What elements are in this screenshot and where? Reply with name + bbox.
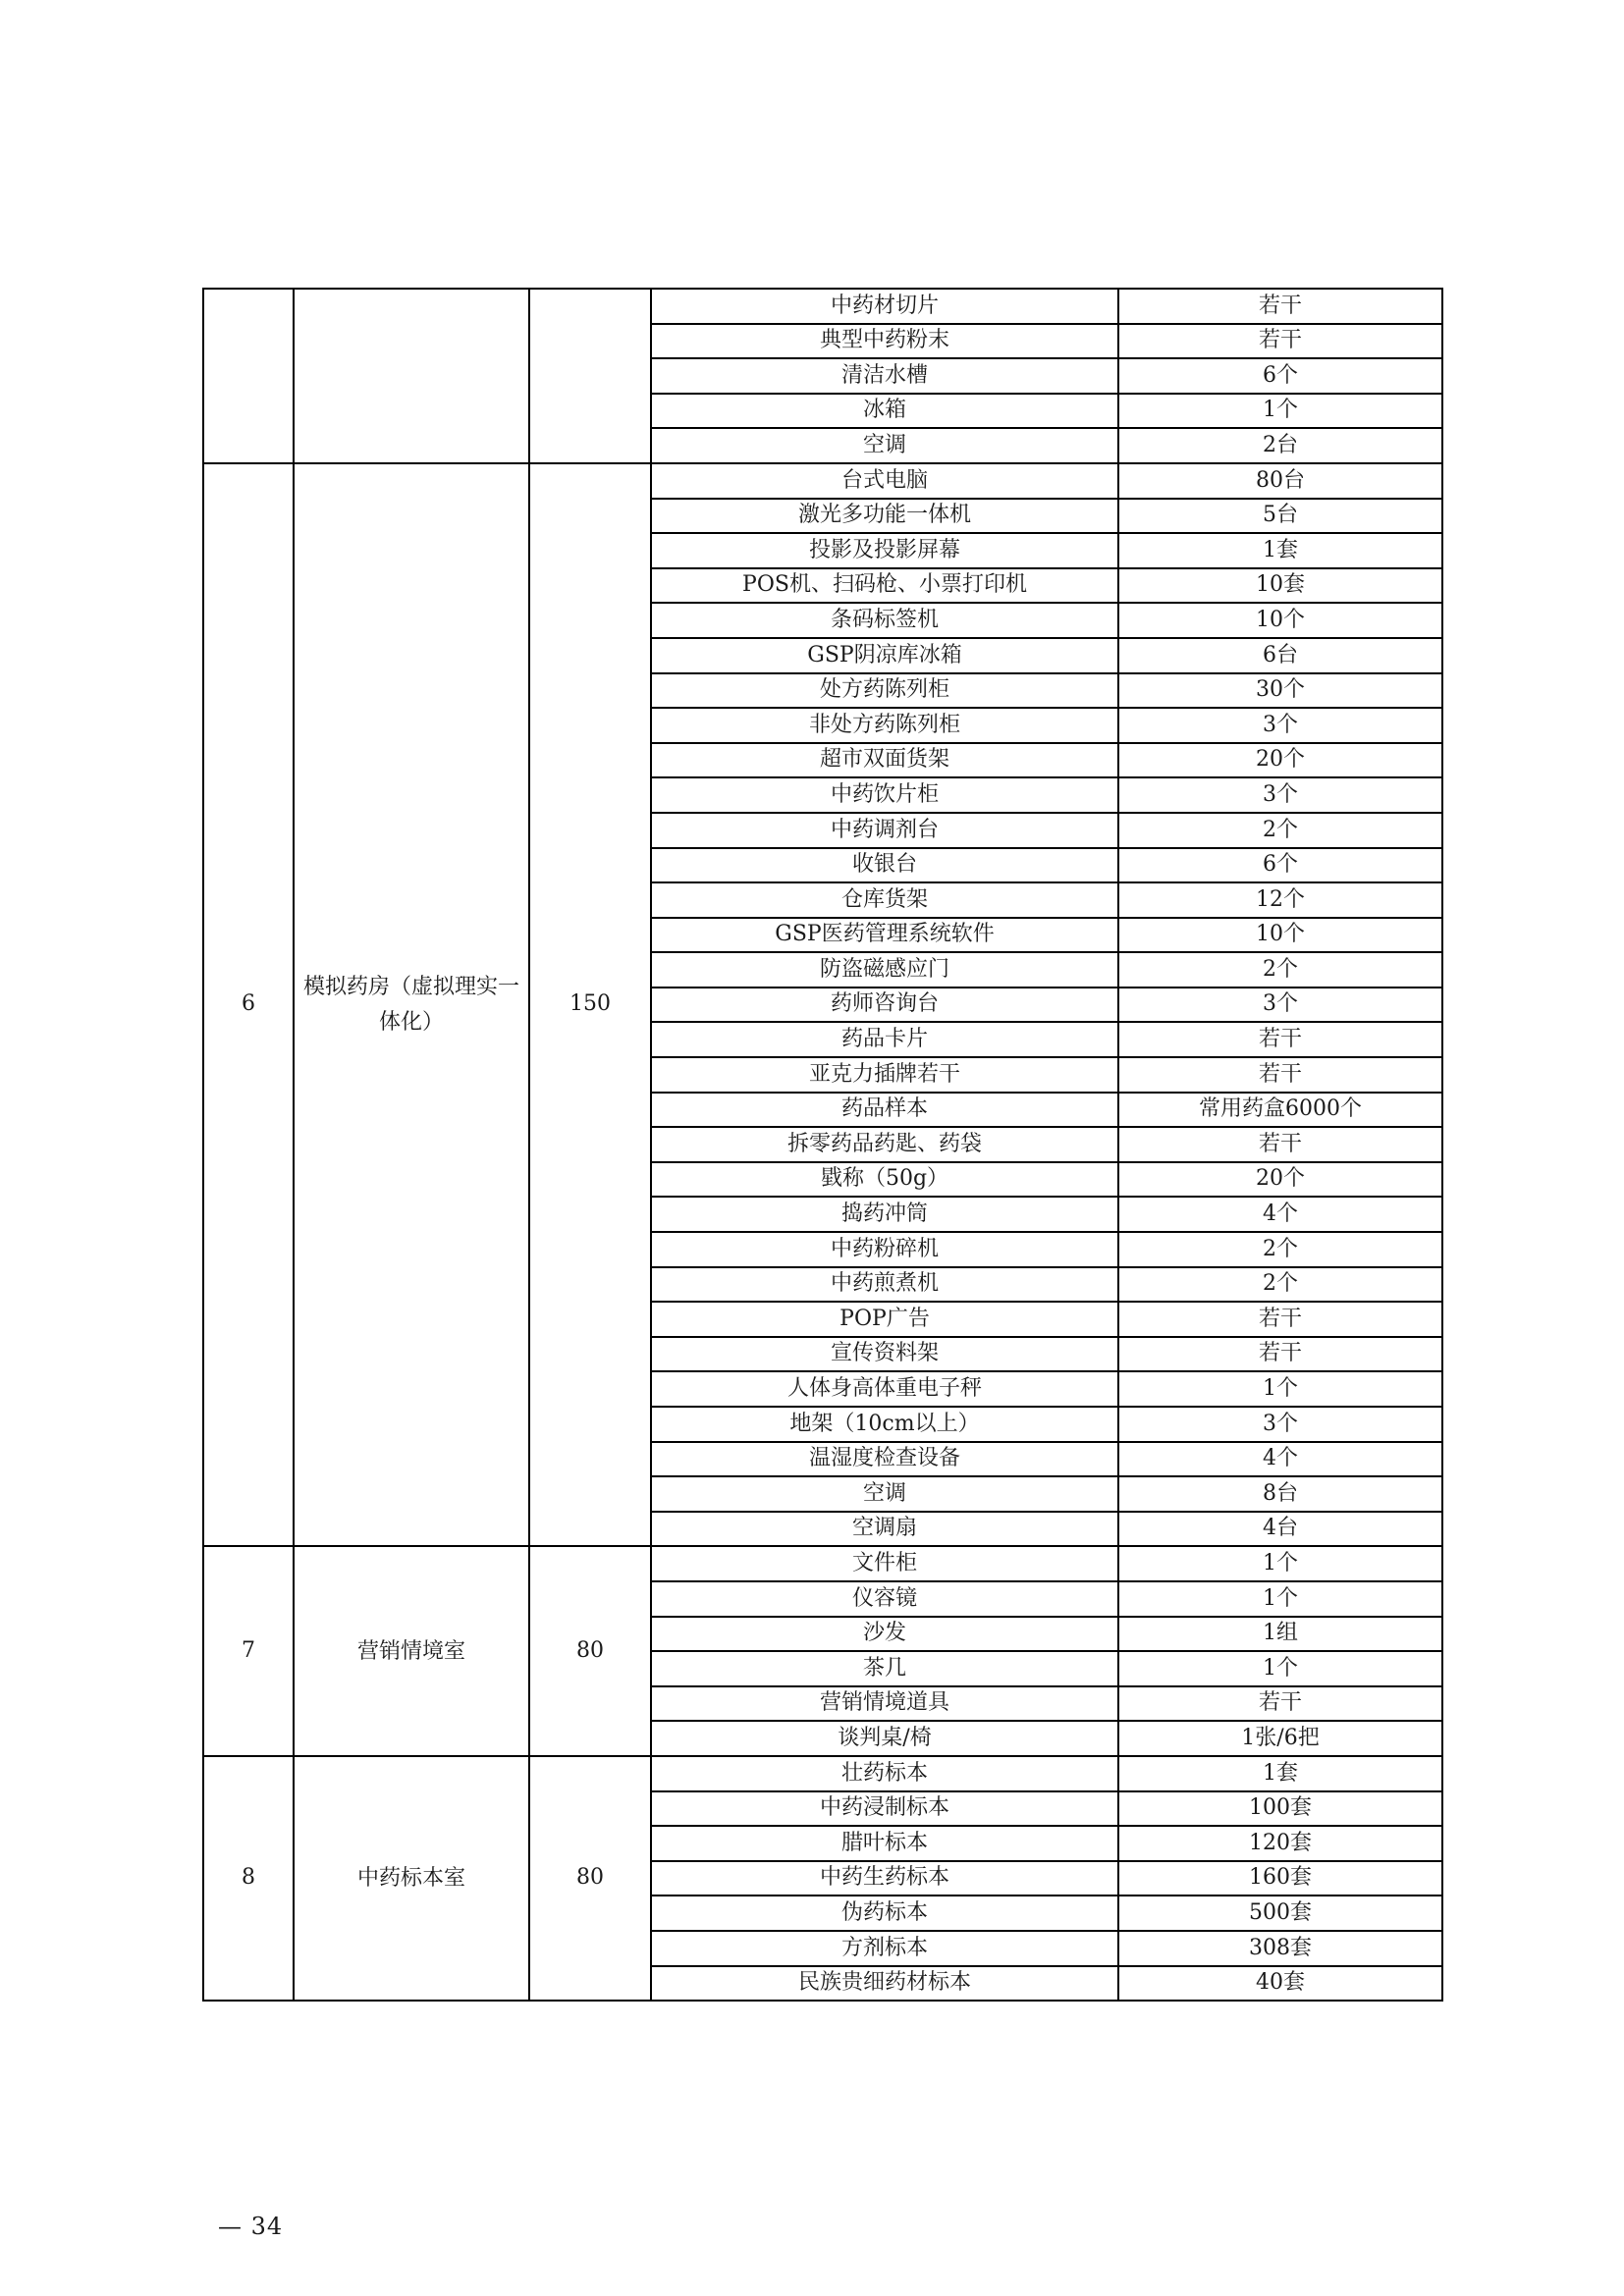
quantity-cell: 10个 [1118, 603, 1442, 638]
quantity-cell: 若干 [1118, 1337, 1442, 1372]
quantity-cell: 2个 [1118, 1267, 1442, 1303]
group-number-cell: 8 [203, 1756, 294, 2001]
area-cell [529, 289, 651, 463]
group-number-cell: 7 [203, 1546, 294, 1756]
quantity-cell: 3个 [1118, 1407, 1442, 1442]
equipment-name-cell: 典型中药粉末 [651, 324, 1118, 359]
quantity-cell: 4个 [1118, 1442, 1442, 1477]
equipment-name-cell: GSP阴凉库冰箱 [651, 638, 1118, 673]
quantity-cell: 1组 [1118, 1617, 1442, 1652]
quantity-cell: 3个 [1118, 988, 1442, 1023]
equipment-name-cell: 亚克力插牌若干 [651, 1057, 1118, 1093]
quantity-cell: 160套 [1118, 1861, 1442, 1896]
quantity-cell: 500套 [1118, 1896, 1442, 1931]
area-cell: 80 [529, 1756, 651, 2001]
area-cell: 80 [529, 1546, 651, 1756]
quantity-cell: 1个 [1118, 1581, 1442, 1617]
quantity-cell: 100套 [1118, 1791, 1442, 1827]
equipment-name-cell: 民族贵细药材标本 [651, 1966, 1118, 2002]
page-number: — 34 [218, 2213, 284, 2240]
equipment-name-cell: 腊叶标本 [651, 1826, 1118, 1861]
quantity-cell: 1套 [1118, 1756, 1442, 1791]
equipment-name-cell: 宣传资料架 [651, 1337, 1118, 1372]
area-cell: 150 [529, 463, 651, 1546]
quantity-cell: 4个 [1118, 1197, 1442, 1232]
equipment-name-cell: 沙发 [651, 1617, 1118, 1652]
equipment-name-cell: POP广告 [651, 1302, 1118, 1337]
equipment-name-cell: 空调扇 [651, 1512, 1118, 1547]
quantity-cell: 若干 [1118, 1127, 1442, 1162]
room-name-cell [294, 289, 529, 463]
quantity-cell: 3个 [1118, 708, 1442, 743]
quantity-cell: 2个 [1118, 952, 1442, 988]
quantity-cell: 若干 [1118, 1057, 1442, 1093]
equipment-name-cell: 中药生药标本 [651, 1861, 1118, 1896]
equipment-name-cell: 药品卡片 [651, 1022, 1118, 1057]
room-name-cell: 营销情境室 [294, 1546, 529, 1756]
group-number-cell [203, 289, 294, 463]
equipment-name-cell: 超市双面货架 [651, 743, 1118, 778]
equipment-name-cell: 投影及投影屏幕 [651, 533, 1118, 568]
equipment-name-cell: 空调 [651, 428, 1118, 463]
equipment-name-cell: 中药浸制标本 [651, 1791, 1118, 1827]
equipment-table [202, 288, 1443, 2002]
equipment-name-cell: 仪容镜 [651, 1581, 1118, 1617]
equipment-name-cell: 空调 [651, 1476, 1118, 1512]
quantity-cell: 2个 [1118, 813, 1442, 848]
equipment-name-cell: 冰箱 [651, 394, 1118, 429]
equipment-name-cell: 防盗磁感应门 [651, 952, 1118, 988]
equipment-name-cell: GSP医药管理系统软件 [651, 918, 1118, 953]
quantity-cell: 6个 [1118, 358, 1442, 394]
equipment-name-cell: POS机、扫码枪、小票打印机 [651, 568, 1118, 604]
equipment-name-cell: 药师咨询台 [651, 988, 1118, 1023]
equipment-name-cell: 条码标签机 [651, 603, 1118, 638]
equipment-name-cell: 温湿度检查设备 [651, 1442, 1118, 1477]
quantity-cell: 常用药盒6000个 [1118, 1093, 1442, 1128]
quantity-cell: 1个 [1118, 1651, 1442, 1686]
equipment-name-cell: 茶几 [651, 1651, 1118, 1686]
quantity-cell: 120套 [1118, 1826, 1442, 1861]
quantity-cell: 1套 [1118, 533, 1442, 568]
equipment-name-cell: 捣药冲筒 [651, 1197, 1118, 1232]
equipment-table-body [203, 289, 1442, 2001]
quantity-cell: 80台 [1118, 463, 1442, 499]
equipment-name-cell: 人体身高体重电子秤 [651, 1371, 1118, 1407]
quantity-cell: 1个 [1118, 1546, 1442, 1581]
equipment-name-cell: 中药煎煮机 [651, 1267, 1118, 1303]
quantity-cell: 2台 [1118, 428, 1442, 463]
quantity-cell: 若干 [1118, 1686, 1442, 1722]
equipment-name-cell: 药品样本 [651, 1093, 1118, 1128]
quantity-cell: 8台 [1118, 1476, 1442, 1512]
table-row [203, 289, 1442, 324]
quantity-cell: 10个 [1118, 918, 1442, 953]
equipment-name-cell: 中药材切片 [651, 289, 1118, 324]
equipment-name-cell: 营销情境道具 [651, 1686, 1118, 1722]
quantity-cell: 若干 [1118, 1302, 1442, 1337]
equipment-name-cell: 壮药标本 [651, 1756, 1118, 1791]
quantity-cell: 6个 [1118, 848, 1442, 883]
equipment-name-cell: 拆零药品药匙、药袋 [651, 1127, 1118, 1162]
quantity-cell: 20个 [1118, 743, 1442, 778]
equipment-name-cell: 收银台 [651, 848, 1118, 883]
quantity-cell: 20个 [1118, 1162, 1442, 1198]
equipment-name-cell: 地架（10cm以上） [651, 1407, 1118, 1442]
equipment-name-cell: 方剂标本 [651, 1931, 1118, 1966]
quantity-cell: 3个 [1118, 777, 1442, 813]
quantity-cell: 1个 [1118, 1371, 1442, 1407]
quantity-cell: 12个 [1118, 882, 1442, 918]
equipment-name-cell: 中药饮片柜 [651, 777, 1118, 813]
equipment-name-cell: 清洁水槽 [651, 358, 1118, 394]
equipment-name-cell: 戥称（50g） [651, 1162, 1118, 1198]
quantity-cell: 10套 [1118, 568, 1442, 604]
quantity-cell: 5台 [1118, 499, 1442, 534]
quantity-cell: 2个 [1118, 1232, 1442, 1267]
equipment-name-cell: 伪药标本 [651, 1896, 1118, 1931]
room-name-cell: 模拟药房（虚拟理实一体化） [294, 463, 529, 1546]
quantity-cell: 若干 [1118, 289, 1442, 324]
equipment-name-cell: 台式电脑 [651, 463, 1118, 499]
equipment-name-cell: 激光多功能一体机 [651, 499, 1118, 534]
quantity-cell: 若干 [1118, 1022, 1442, 1057]
quantity-cell: 4台 [1118, 1512, 1442, 1547]
quantity-cell: 若干 [1118, 324, 1442, 359]
equipment-name-cell: 中药调剂台 [651, 813, 1118, 848]
equipment-name-cell: 处方药陈列柜 [651, 673, 1118, 709]
table-row [203, 1546, 1442, 1581]
quantity-cell: 6台 [1118, 638, 1442, 673]
quantity-cell: 1个 [1118, 394, 1442, 429]
equipment-name-cell: 非处方药陈列柜 [651, 708, 1118, 743]
quantity-cell: 30个 [1118, 673, 1442, 709]
table-row [203, 463, 1442, 499]
table-row [203, 1756, 1442, 1791]
quantity-cell: 308套 [1118, 1931, 1442, 1966]
equipment-name-cell: 文件柜 [651, 1546, 1118, 1581]
quantity-cell: 40套 [1118, 1966, 1442, 2002]
equipment-name-cell: 中药粉碎机 [651, 1232, 1118, 1267]
quantity-cell: 1张/6把 [1118, 1721, 1442, 1756]
group-number-cell: 6 [203, 463, 294, 1546]
equipment-name-cell: 仓库货架 [651, 882, 1118, 918]
equipment-name-cell: 谈判桌/椅 [651, 1721, 1118, 1756]
room-name-cell: 中药标本室 [294, 1756, 529, 2001]
